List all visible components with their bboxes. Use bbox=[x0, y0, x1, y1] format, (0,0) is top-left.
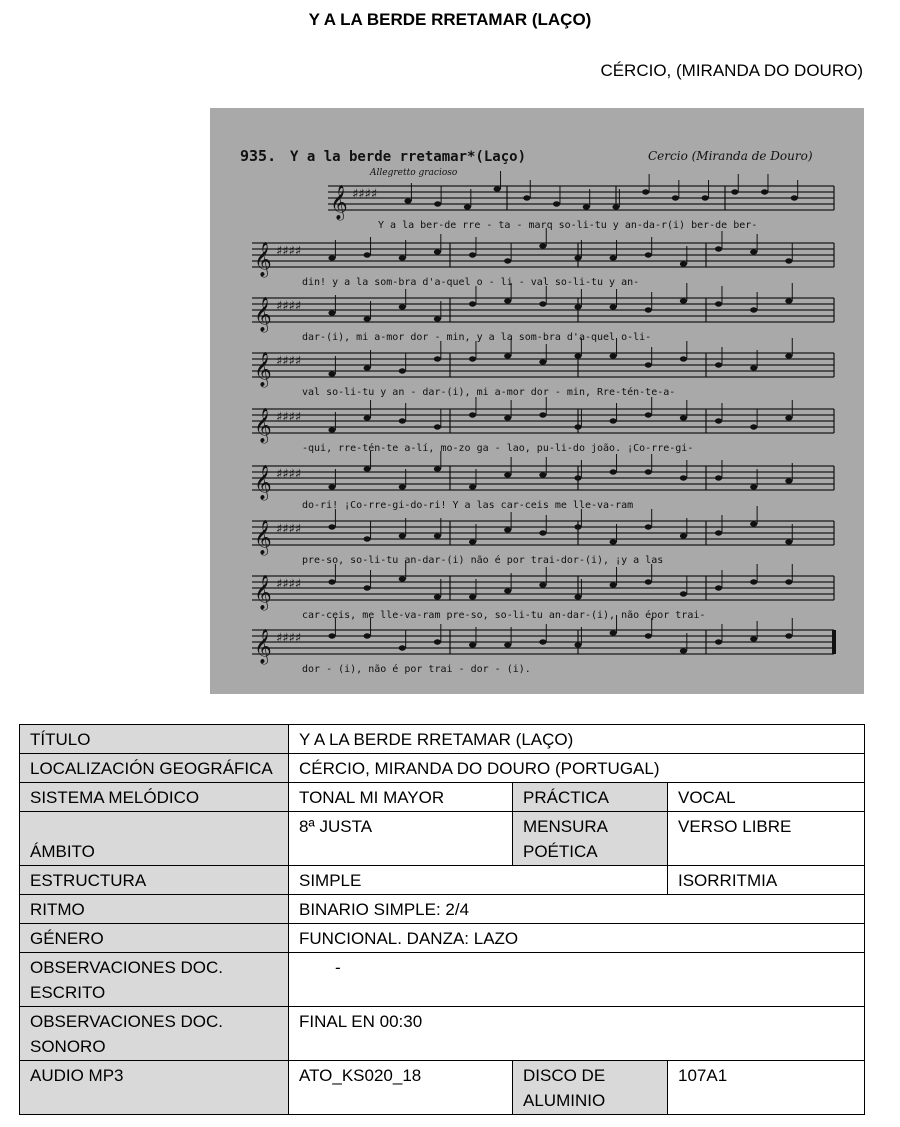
ritmo-value: BINARIO SIMPLE: 2/4 bbox=[289, 895, 865, 924]
lyric-line: val so-li-tu y an - dar-(i), mi a-mor dor - min, Rre-tén-te-a- bbox=[302, 387, 676, 398]
svg-text:♯♯♯♯: ♯♯♯♯ bbox=[276, 299, 302, 314]
titulo-label: TÍTULO bbox=[20, 725, 289, 754]
audio-label: AUDIO MP3 bbox=[20, 1061, 289, 1115]
svg-text:♯♯♯♯: ♯♯♯♯ bbox=[276, 354, 302, 369]
audio-value: ATO_KS020_18 bbox=[289, 1061, 513, 1115]
mensura-value: VERSO LIBRE bbox=[668, 812, 865, 866]
score-number: 935. bbox=[240, 147, 277, 165]
mensura-label: MENSURA POÉTICA bbox=[513, 812, 668, 866]
row-obs-sonoro bbox=[20, 1007, 865, 1061]
row-estructura bbox=[20, 866, 865, 895]
score-tempo: Allegretto gracioso bbox=[370, 168, 458, 178]
svg-text:𝄞: 𝄞 bbox=[254, 242, 272, 277]
score-place: Cercio (Miranda de Douro) bbox=[648, 149, 813, 163]
genero-value: FUNCIONAL. DANZA: LAZO bbox=[289, 924, 865, 953]
row-obs-escrito bbox=[20, 953, 865, 1007]
ambito-label: ÁMBITO bbox=[20, 812, 289, 866]
svg-text:𝄞: 𝄞 bbox=[254, 408, 272, 443]
disco-label: DISCO DE ALUMINIO bbox=[513, 1061, 668, 1115]
svg-text:♯♯♯♯: ♯♯♯♯ bbox=[276, 522, 302, 537]
estructura-extra: ISORRITMIA bbox=[668, 866, 865, 895]
sistema-value: TONAL MI MAYOR bbox=[289, 783, 513, 812]
row-localizacion bbox=[20, 754, 865, 783]
svg-text:♯♯♯♯: ♯♯♯♯ bbox=[276, 244, 302, 259]
document-location: CÉRCIO, (MIRANDA DO DOURO) bbox=[600, 61, 863, 80]
lyric-line: car-ceis, me lle-va-ram pre-so, so-li-tu an-dar-(i), não épor trai- bbox=[302, 610, 706, 621]
score-image bbox=[210, 108, 864, 694]
genero-label: GÉNERO bbox=[20, 924, 289, 953]
obs-escrito-label: OBSERVACIONES DOC. ESCRITO bbox=[20, 953, 289, 1007]
metadata-table bbox=[19, 724, 865, 1115]
practica-value: VOCAL bbox=[668, 783, 865, 812]
svg-text:♯♯♯♯: ♯♯♯♯ bbox=[276, 467, 302, 482]
svg-text:♯♯♯♯: ♯♯♯♯ bbox=[352, 187, 378, 202]
svg-text:♯♯♯♯: ♯♯♯♯ bbox=[276, 577, 302, 592]
lyric-line: pre-so, so-li-tu an-dar-(i) não é por trai-dor-(i), ¡y a las bbox=[302, 555, 664, 566]
ambito-value: 8ª JUSTA bbox=[289, 812, 513, 866]
obs-escrito-value: - bbox=[289, 953, 865, 1007]
svg-text:𝄞: 𝄞 bbox=[254, 297, 272, 332]
svg-text:𝄞: 𝄞 bbox=[254, 520, 272, 555]
obs-sonoro-label: OBSERVACIONES DOC. SONORO bbox=[20, 1007, 289, 1061]
svg-text:♯♯♯♯: ♯♯♯♯ bbox=[276, 410, 302, 425]
svg-text:𝄞: 𝄞 bbox=[330, 185, 348, 220]
svg-text:𝄞: 𝄞 bbox=[254, 465, 272, 500]
row-sistema bbox=[20, 783, 865, 812]
row-audio bbox=[20, 1061, 865, 1115]
estructura-value: SIMPLE bbox=[289, 866, 668, 895]
svg-text:♯♯♯♯: ♯♯♯♯ bbox=[276, 631, 302, 646]
row-ambito bbox=[20, 812, 865, 866]
localizacion-value: CÉRCIO, MIRANDA DO DOURO (PORTUGAL) bbox=[289, 754, 865, 783]
document-title: Y A LA BERDE RRETAMAR (LAÇO) bbox=[308, 10, 592, 29]
row-genero bbox=[20, 924, 865, 953]
titulo-value: Y A LA BERDE RRETAMAR (LAÇO) bbox=[289, 725, 865, 754]
score-title: Y a la berde rretamar*(Laço) bbox=[290, 149, 527, 165]
svg-text:𝄞: 𝄞 bbox=[254, 629, 272, 664]
lyric-line: -qui, rre-tén-te a-lí, mo-zo ga - lao, pu-li-do joão. ¡Co-rre-gi- bbox=[302, 443, 694, 454]
lyric-line: dar-(i), mi a-mor dor - min, y a la som-bra d'a-quel o-li- bbox=[302, 332, 652, 343]
lyric-line: Y a la ber-de rre - ta - marq so-li-tu y an-da-r(i) ber-de ber- bbox=[378, 220, 758, 231]
practica-label: PRÁCTICA bbox=[513, 783, 668, 812]
lyric-line: dor - (i), não é por trai - dor - (i). bbox=[302, 664, 531, 675]
disco-value: 107A1 bbox=[668, 1061, 865, 1115]
estructura-label: ESTRUCTURA bbox=[20, 866, 289, 895]
lyric-line: din! y a la som-bra d'a-quel o - li - val so-li-tu y an- bbox=[302, 277, 640, 288]
row-titulo bbox=[20, 725, 865, 754]
obs-sonoro-value: FINAL EN 00:30 bbox=[289, 1007, 865, 1061]
row-ritmo bbox=[20, 895, 865, 924]
lyric-line: do-ri! ¡Co-rre-gi-do-ri! Y a las car-ceis me lle-va-ram bbox=[302, 500, 634, 511]
localizacion-label: LOCALIZACIÓN GEOGRÁFICA bbox=[20, 754, 289, 783]
sistema-label: SISTEMA MELÓDICO bbox=[20, 783, 289, 812]
svg-text:𝄞: 𝄞 bbox=[254, 575, 272, 610]
ritmo-label: RITMO bbox=[20, 895, 289, 924]
svg-text:𝄞: 𝄞 bbox=[254, 352, 272, 387]
